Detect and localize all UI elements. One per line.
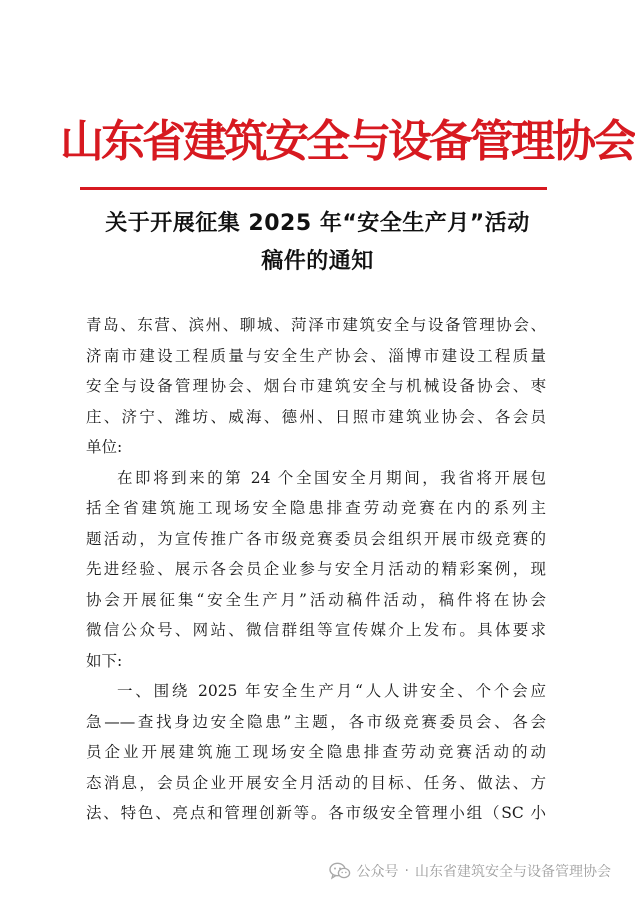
paragraph-addressees [86, 310, 546, 463]
text-line: 协会开展征集“安全生产月”活动稿件活动，稿件将在协会 [86, 590, 546, 609]
paragraph-intro [86, 463, 546, 677]
text-line: 如下: [86, 651, 123, 670]
watermark-account-name: 山东省建筑安全与设备管理协会 [415, 864, 611, 880]
document-title-line-2: 稿件的通知 [261, 249, 374, 274]
text-line: 题活动，为宣传推广各市级竞赛委员会组织开展市级竞赛的 [86, 529, 546, 548]
text-line: 括全省建筑施工现场安全隐患排查劳动竞赛在内的系列主 [86, 499, 546, 517]
paragraph-item-one [86, 676, 546, 829]
text-line: 法、特色、亮点和管理创新等。各市级安全管理小组（SC 小 [86, 804, 546, 822]
watermark-prefix: 公众号 [356, 864, 399, 880]
watermark-separator: · [404, 863, 409, 879]
text-line: 庄、济宁、潍坊、威海、德州、日照市建筑业协会、各会员 [86, 407, 546, 426]
wechat-watermark [329, 861, 611, 881]
red-divider-rule [80, 187, 547, 190]
text-line: 在即将到来的第 24 个全国安全月期间，我省将开展包 [117, 468, 546, 487]
text-line: 先进经验、展示各会员企业参与安全月活动的精彩案例，现 [86, 560, 546, 578]
document-title-line-1: 关于开展征集 2025 年“安全生产月”活动 [105, 211, 530, 236]
document-body [86, 310, 546, 829]
text-line: 济南市建设工程质量与安全生产协会、淄博市建设工程质量 [86, 346, 546, 365]
text-line: 一、围绕 2025 年安全生产月“人人讲安全、个个会应 [117, 682, 546, 700]
text-line: 急——查找身边安全隐患”主题，各市级竞赛委员会、各会 [86, 712, 546, 731]
text-line: 青岛、东营、滨州、聊城、菏泽市建筑安全与设备管理协会、 [86, 316, 546, 334]
text-line: 安全与设备管理协会、烟台市建筑安全与机械设备协会、枣 [86, 377, 546, 395]
text-line: 态消息，会员企业开展安全月活动的目标、任务、做法、方 [86, 773, 546, 792]
text-line: 微信公众号、网站、微信群组等宣传媒介上发布。具体要求 [86, 621, 546, 639]
text-line: 单位: [86, 438, 123, 456]
text-line: 员企业开展建筑施工现场安全隐患排查劳动竞赛活动的动 [86, 743, 546, 761]
wechat-icon [329, 862, 351, 880]
org-header-title: 山东省建筑安全与设备管理协会 [60, 116, 634, 167]
